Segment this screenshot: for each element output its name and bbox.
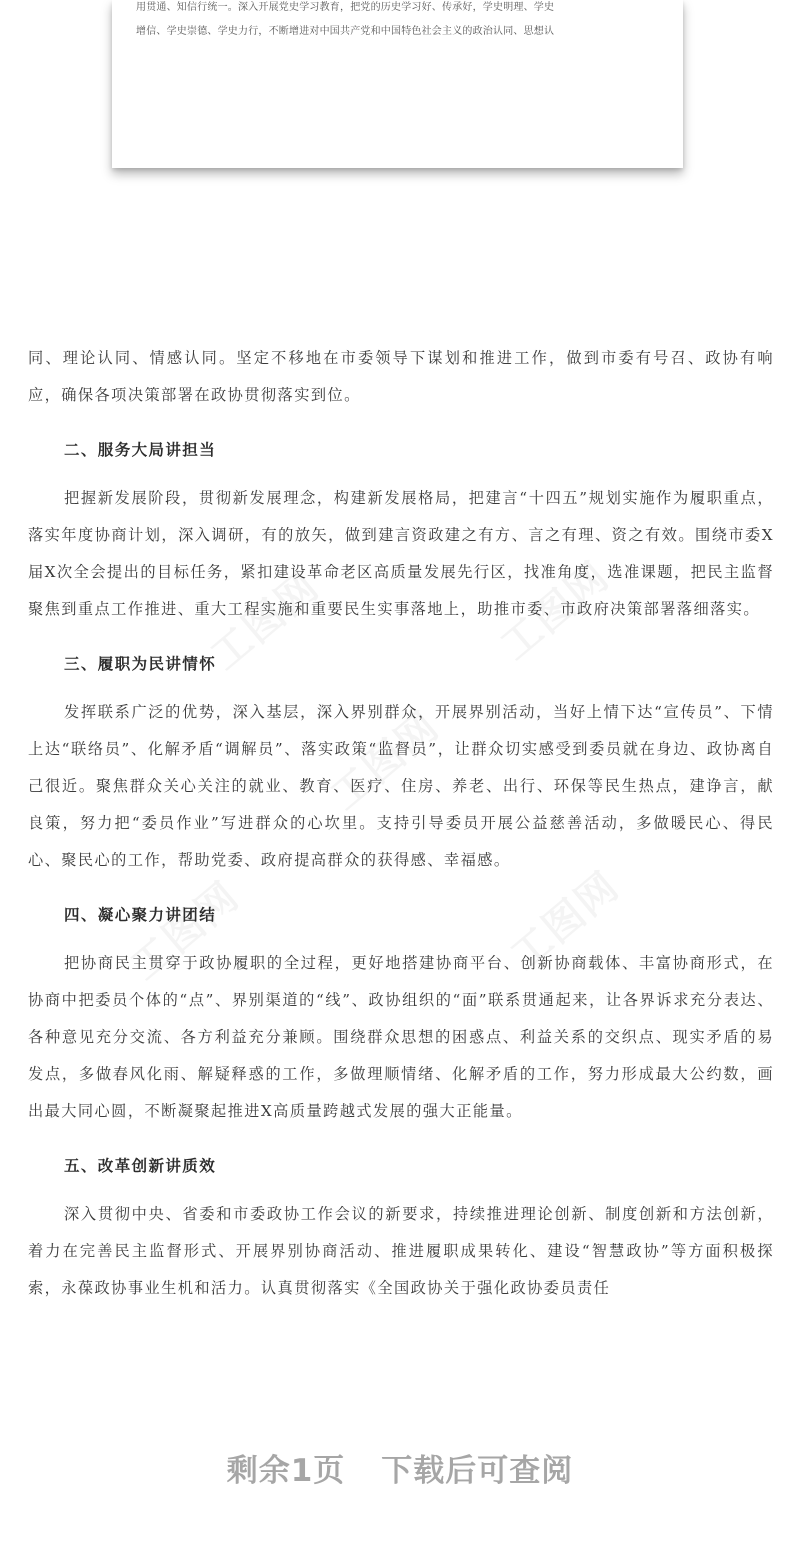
preview-line: 用贯通、知信行统一。深入开展党史学习教育，把党的历史学习好、传承好，学史明理、学史 bbox=[136, 2, 555, 13]
download-hint-label: 下载后可查阅 bbox=[381, 1453, 574, 1489]
remaining-pages-label: 剩余1页 bbox=[226, 1453, 346, 1489]
section-paragraph-2: 把握新发展阶段，贯彻新发展理念，构建新发展格局，把建言“十四五”规划实施作为履职重点，落实年度协商计划，深入调研，有的放矢，做到建言资政建之有方、言之有理、资之有效。围绕市委X届X次全会提出的目标任务，紧扣建设革命老区高质量发展先行区，找准角度，选准课题，把民主监督聚焦到重点工作推进、重大工程实施和重要民生实事落地上，助推市委、市政府决策部署落细落实。 bbox=[28, 489, 774, 618]
section-paragraph-4: 把协商民主贯穿于政协履职的全过程，更好地搭建协商平台、创新协商载体、丰富协商形式，在协商中把委员个体的“点”、界别渠道的“线”、政协组织的“面”联系贯通起来，让各界诉求充分表达、各种意见充分交流、各方利益充分兼顾。围绕群众思想的困惑点、利益关系的交织点、现实矛盾的易发点，多做春风化雨、解疑释惑的工作，多做理顺情绪、化解矛盾的工作，努力形成最大公约数，画出最大同心圆，不断凝聚起推进X高质量跨越式发展的强大正能量。 bbox=[28, 954, 774, 1120]
previous-page-preview bbox=[112, 0, 683, 168]
section-paragraph-3: 发挥联系广泛的优势，深入基层，深入界别群众，开展界别活动，当好上情下达“宣传员”、下情上达“联络员”、化解矛盾“调解员”、落实政策“监督员”，让群众切实感受到委员就在身边、政协离自己很近。聚焦群众关心关注的就业、教育、医疗、住房、养老、出行、环保等民生热点，建诤言，献良策，努力把“委员作业”写进群众的心坎里。支持引导委员开展公益慈善活动，多做暖民心、得民心、聚民心的工作，帮助党委、政府提高群众的获得感、幸福感。 bbox=[28, 703, 774, 869]
section-heading-3: 三、履职为民讲情怀 bbox=[64, 655, 217, 673]
document-body bbox=[28, 340, 774, 1307]
section-heading-5: 五、改革创新讲质效 bbox=[64, 1157, 217, 1175]
preview-line: 增信、学史崇德、学史力行，不断增进对中国共产党和中国特色社会主义的政治认同、思想认 bbox=[136, 26, 555, 37]
paragraph-continuation: 同、理论认同、情感认同。坚定不移地在市委领导下谋划和推进工作，做到市委有号召、政协有响应，确保各项决策部署在政协贯彻落实到位。 bbox=[28, 349, 774, 404]
section-heading-4: 四、凝心聚力讲团结 bbox=[64, 906, 217, 924]
section-paragraph-5: 深入贯彻中央、省委和市委政协工作会议的新要求，持续推进理论创新、制度创新和方法创新，着力在完善民主监督形式、开展界别协商活动、推进履职成果转化、建设“智慧政协”等方面积极探索，永葆政协事业生机和活力。认真贯彻落实《全国政协关于强化政协委员责任 bbox=[28, 1205, 774, 1297]
download-to-read-more-banner[interactable] bbox=[0, 1445, 800, 1490]
section-heading-2: 二、服务大局讲担当 bbox=[64, 441, 217, 459]
